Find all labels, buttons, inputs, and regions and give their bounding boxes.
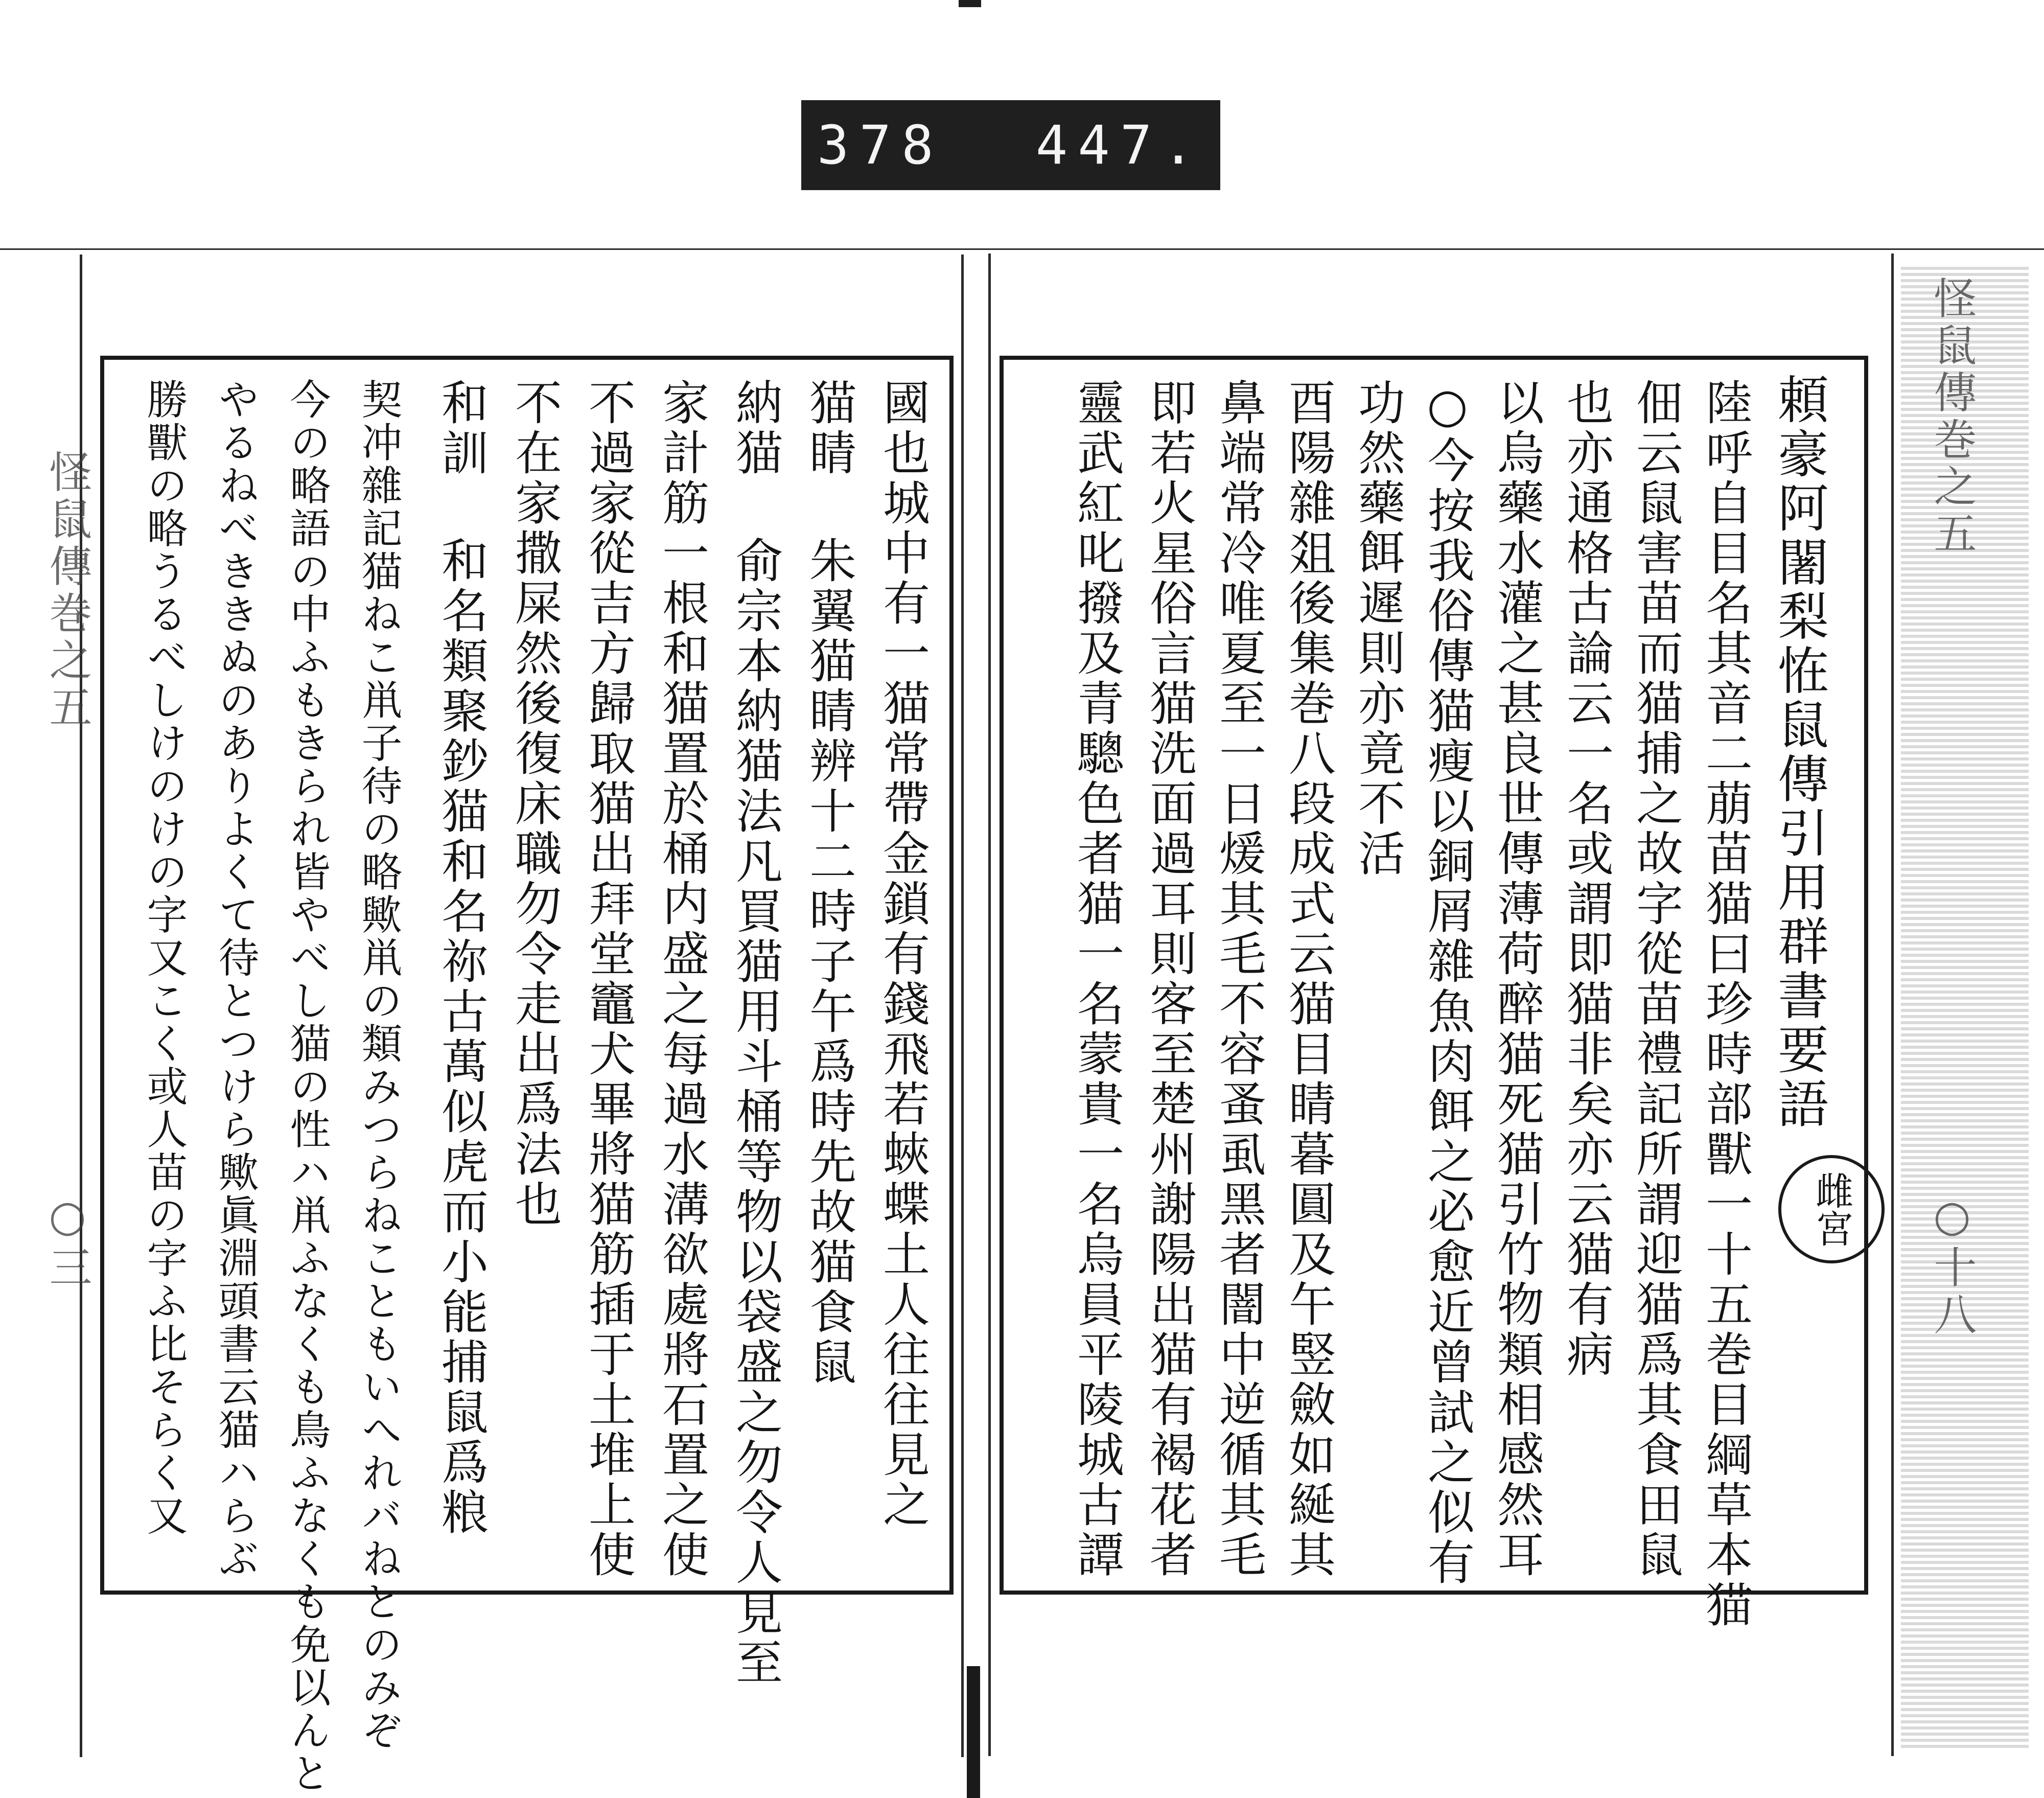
text-column: 功然藥餌遲則亦竟不活: [1351, 378, 1405, 879]
text-column: 陸呼自目名其音二萠苗猫曰珍時部獸一十五巻目綱草本猫: [1698, 378, 1753, 1630]
text-column: 契冲雜記猫ねこ鼡子待の略歟鼡の類みつらねこともいへれバねとのみぞ: [355, 378, 402, 1752]
folio-label: [801, 100, 1220, 190]
text-column: やるねべききぬのありよくて待とつけら歟眞淵頭書云猫ハらぶ: [212, 378, 259, 1580]
text-column: 勝獸の略うるべしけのけの字又こく或人苗の字ふ比そらく又: [140, 378, 188, 1537]
book-spine: [967, 1666, 980, 1798]
text-column: 佃云鼠害苗而猫捕之故字從苗禮記所謂迎猫爲其食田鼠: [1629, 378, 1683, 1580]
page-title: 頼豪阿闍梨恠鼠傳引用群書要語: [1769, 373, 1829, 1132]
folio-left-number: 378: [817, 114, 944, 176]
text-column: 和訓 和名類聚鈔猫和名祢古萬似虎而小能捕鼠爲粮: [434, 378, 489, 1538]
top-edge-mark: [959, 0, 981, 7]
text-column: 今の略語の中ふもきられ皆やべし猫の性ハ鼡ふなくも鳥ふなくも免以んと: [283, 378, 331, 1795]
text-column: 鼻端常冷唯夏至一日煖其毛不容蚤虱黑者闇中逆循其毛: [1212, 378, 1266, 1580]
text-column: ○今按我俗傳猫瘦以銅屑雜魚肉餌之必愈近曾試之似有: [1420, 378, 1475, 1588]
text-column: 家計筋一根和猫置於桶内盛之每過水溝欲處將石置之使: [655, 378, 709, 1580]
text-column: 即若火星俗言猫洗面過耳則客至楚州謝陽出猫有褐花者: [1142, 378, 1197, 1580]
right-margin-title: 怪鼠傳巻之五: [1927, 276, 1977, 558]
text-column: 不過家從吉方歸取猫出拜堂竈犬畢將猫筋插于土堆上使: [581, 378, 636, 1580]
right-margin-number: ○十八: [1927, 1191, 1977, 1339]
text-column: 酉陽雜爼後集巻八段成式云猫目睛暮圓及午竪斂如綖其: [1281, 378, 1336, 1580]
folio-right-number: 447.: [1035, 114, 1205, 176]
seal-stamp: 雌宮: [1778, 1155, 1885, 1263]
left-margin-number: ○三: [42, 1191, 92, 1292]
text-column: 猫睛 朱翼猫睛辨十二時子午爲時先故猫食鼠: [802, 378, 856, 1388]
text-column: 國也城中有一猫常帶金鎖有錢飛若蛺蝶土人往往見之: [875, 378, 930, 1530]
left-margin-title: 怪鼠傳巻之五: [42, 450, 92, 732]
text-column: 納猫 俞宗本納猫法凡買猫用斗桶等物以袋盛之勿令人見至: [728, 378, 783, 1688]
text-column: 靈武紅叱撥及青驄色者猫一名蒙貴一名烏員平陵城古譚: [1070, 378, 1124, 1580]
page-top-edge: [0, 248, 2044, 250]
text-column: 不在家撒屎然後復床職勿令走出爲法也: [507, 378, 562, 1230]
text-column: 以烏藥水灌之甚良世傳薄荷醉猫死猫引竹物類相感然耳: [1490, 378, 1544, 1580]
text-column: 也亦通格古論云一名或謂即猫非矣亦云猫有病: [1559, 378, 1614, 1380]
